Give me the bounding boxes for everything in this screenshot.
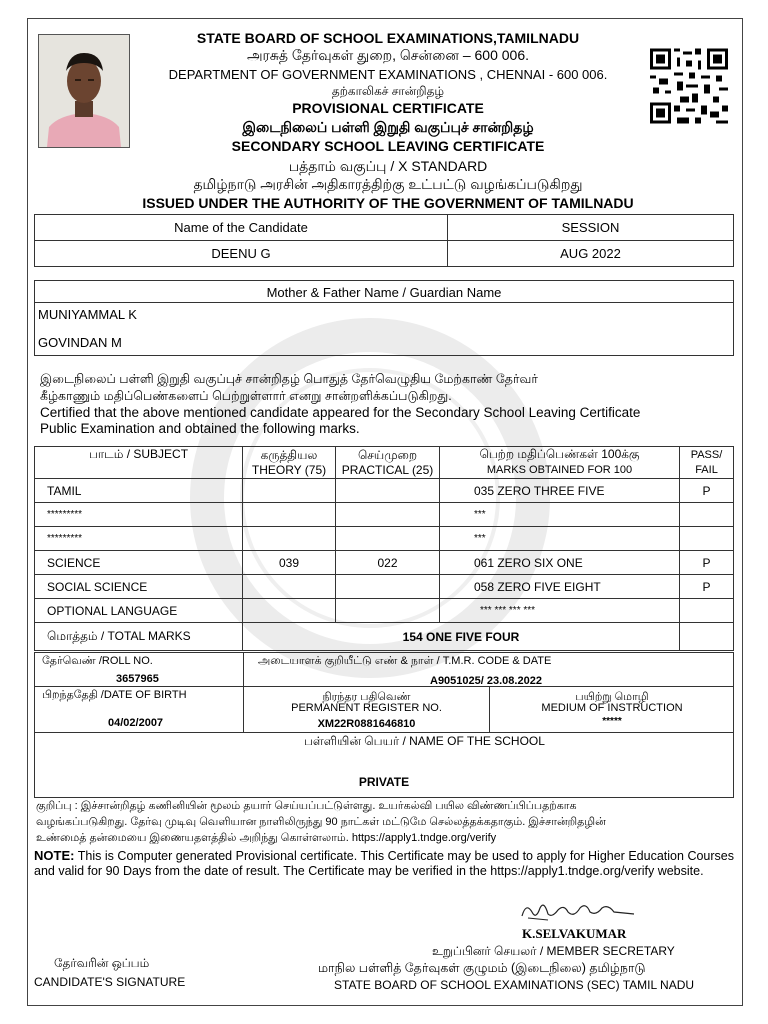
certify-en-2: Public Examination and obtained the following marks.	[40, 421, 360, 436]
total-value: 154 ONE FIVE FOUR	[243, 623, 680, 651]
medium-label-ta: பயிற்று மொழி	[575, 691, 649, 703]
practical-cell	[336, 479, 440, 503]
candidate-photo	[38, 34, 130, 148]
dob-value: 04/02/2007	[108, 717, 164, 729]
practical-cell	[336, 503, 440, 527]
note-en	[34, 848, 734, 879]
practical-header-en: PRACTICAL (25)	[341, 462, 434, 477]
result-cell	[680, 527, 734, 551]
board-title-en: STATE BOARD OF SCHOOL EXAMINATIONS,TAMILNADU	[196, 30, 580, 46]
table-row	[35, 551, 734, 575]
session-header: SESSION	[448, 215, 734, 241]
practical-cell	[336, 575, 440, 599]
school-value: PRIVATE	[358, 775, 410, 789]
table-row	[35, 599, 734, 623]
table-row	[35, 527, 734, 551]
candidate-table	[34, 214, 734, 267]
marks-table	[34, 446, 734, 651]
register-label-ta: நிரந்தர பதிவெண்	[322, 691, 411, 703]
marks-cell: 058 ZERO FIVE EIGHT	[440, 575, 680, 599]
table-row	[35, 479, 734, 503]
signatory-name: K.SELVAKUMAR	[522, 926, 627, 941]
certify-en-1: Certified that the above mentioned candidate appeared for the Secondary School Leaving Certificate	[40, 405, 641, 420]
practical-cell: 022	[336, 551, 440, 575]
theory-header-en: THEORY (75)	[251, 462, 327, 477]
result-cell: P	[680, 575, 734, 599]
roll-label: தேர்வெண் /ROLL NO.	[42, 655, 153, 667]
candidate-session: AUG 2022	[448, 241, 734, 267]
marks-header	[440, 447, 680, 479]
authority-en: ISSUED UNDER THE AUTHORITY OF THE GOVERNMENT OF TAMILNADU	[142, 195, 634, 211]
marks-cell: 061 ZERO SIX ONE	[440, 551, 680, 575]
theory-header	[243, 447, 336, 479]
practical-cell	[336, 599, 440, 623]
result-cell	[680, 503, 734, 527]
board-footer-ta: மாநில பள்ளித் தேர்வுகள் குழுமம் (இடைநிலை) தமிழ்நாடு	[318, 961, 646, 975]
subject-cell: SCIENCE	[35, 551, 243, 575]
subject-cell: OPTIONAL LANGUAGE	[35, 599, 243, 623]
note-ta-2: வழங்கப்படுகிறது. தேர்வு முடிவு வெளியான நாளிலிருந்து 90 நாட்கள் மட்டுமே செல்லத்தக்கதாகும். இச்சான்றிதழின்	[36, 816, 606, 828]
practical-header-ta: செய்முறை	[357, 447, 418, 462]
marks-cell: *** *** *** ***	[440, 599, 680, 623]
provisional-title-en: PROVISIONAL CERTIFICATE	[292, 100, 484, 116]
subject-cell: *********	[35, 527, 243, 551]
marks-cell: ***	[440, 527, 680, 551]
marks-cell: 035 ZERO THREE FIVE	[440, 479, 680, 503]
table-row	[35, 503, 734, 527]
register-value: XM22R0881646810	[317, 718, 416, 730]
table-row	[35, 575, 734, 599]
board-footer-en: STATE BOARD OF SCHOOL EXAMINATIONS (SEC) TAMIL NADU	[334, 978, 695, 992]
medium-label-en: MEDIUM OF INSTRUCTION	[541, 702, 683, 714]
theory-cell	[243, 479, 336, 503]
subject-header: பாடம் / SUBJECT	[35, 447, 243, 479]
candidate-sign-ta: தேர்வரின் ஒப்பம்	[54, 956, 150, 970]
candidate-sign-en: CANDIDATE'S SIGNATURE	[34, 975, 186, 989]
standard-label: பத்தாம் வகுப்பு / X STANDARD	[288, 158, 488, 174]
marks-header-en: MARKS OBTAINED FOR 100	[486, 464, 633, 476]
note-text: This is Computer generated Provisional certificate. This Certificate may be used to apply for Higher Education Courses and valid for 90 Days from the date of result. The Certificate may be verified in the https://apply1.tndge.org/verify website.	[34, 849, 735, 878]
certify-ta-2: கீழ்காணும் மதிப்பெண்களைப் பெற்றுள்ளார் எனறு சான்றளிக்கப்படுகிறது.	[40, 389, 452, 403]
result-cell: P	[680, 551, 734, 575]
department-title: DEPARTMENT OF GOVERNMENT EXAMINATIONS , CHENNAI - 600 006.	[168, 67, 608, 82]
total-label: மொத்தம் / TOTAL MARKS	[35, 623, 243, 651]
register-label-en: PERMANENT REGISTER NO.	[291, 702, 442, 714]
marks-header-ta: பெற்ற மதிப்பெண்கள் 100க்கு	[479, 447, 640, 461]
theory-cell: 039	[243, 551, 336, 575]
authority-ta: தமிழ்நாடு அரசின் அதிகாரத்திற்கு உட்பட்டு வழங்கப்படுகிறது	[193, 176, 583, 192]
theory-cell	[243, 575, 336, 599]
provisional-title-ta: தற்காலிகச் சான்றிதழ்	[331, 84, 445, 98]
result-header: PASS/ FAIL	[680, 447, 734, 479]
mother-name: MUNIYAMMAL K	[38, 307, 137, 322]
theory-cell	[243, 527, 336, 551]
theory-cell	[243, 599, 336, 623]
subject-cell: TAMIL	[35, 479, 243, 503]
tmr-value: A9051025/ 23.08.2022	[430, 675, 542, 687]
subject-cell: SOCIAL SCIENCE	[35, 575, 243, 599]
school-label: பள்ளியின் பெயர் / NAME OF THE SCHOOL	[304, 734, 545, 748]
practical-cell	[336, 527, 440, 551]
theory-header-ta: கருத்தியல	[260, 447, 318, 462]
result-cell: P	[680, 479, 734, 503]
medium-value: *****	[602, 716, 622, 727]
member-secretary: உறுப்பினர் செயலர் / MEMBER SECRETARY	[432, 944, 675, 958]
certify-ta-1: இடைநிலைப் பள்ளி இறுதி வகுப்புச் சான்றிதழ் பொதுத் தேர்வெழுதிய மேற்காண் தேர்வர்	[40, 372, 538, 386]
subject-cell: *********	[35, 503, 243, 527]
practical-header	[336, 447, 440, 479]
note-ta-1: குறிப்பு : இச்சான்றிதழ் கணினியின் மூலம் தயார் செய்யப்பட்டுள்ளது. உயர்கல்வி பயில விண்ணப்பிப்பதற்காக	[36, 800, 577, 812]
father-name: GOVINDAN M	[38, 335, 122, 350]
tmr-label: அடையாளக் குறியீட்டு எண் & நாள் / T.M.R. CODE & DATE	[258, 655, 552, 667]
board-title-ta: அரசுத் தேர்வுகள் துறை, சென்னை – 600 006.	[247, 47, 529, 63]
marks-cell: ***	[440, 503, 680, 527]
note-label: NOTE:	[34, 848, 75, 863]
sslc-title-en: SECONDARY SCHOOL LEAVING CERTIFICATE	[231, 138, 545, 154]
name-header: Name of the Candidate	[35, 215, 448, 241]
roll-value: 3657965	[116, 673, 159, 685]
theory-cell	[243, 503, 336, 527]
guardian-header: Mother & Father Name / Guardian Name	[266, 285, 502, 300]
candidate-name: DEENU G	[35, 241, 448, 267]
signature-icon	[518, 898, 638, 929]
qr-code-icon	[650, 48, 728, 124]
result-cell	[680, 599, 734, 623]
note-ta-3: உண்மைத் தன்மையை இணையதளத்தில் அறிந்து கொள்ளலாம். https://apply1.tndge.org/verify	[36, 832, 497, 844]
sslc-title-ta: இடைநிலைப் பள்ளி இறுதி வகுப்புச் சான்றிதழ்	[242, 119, 534, 135]
dob-label: பிறந்ததேதி /DATE OF BIRTH	[42, 689, 187, 701]
